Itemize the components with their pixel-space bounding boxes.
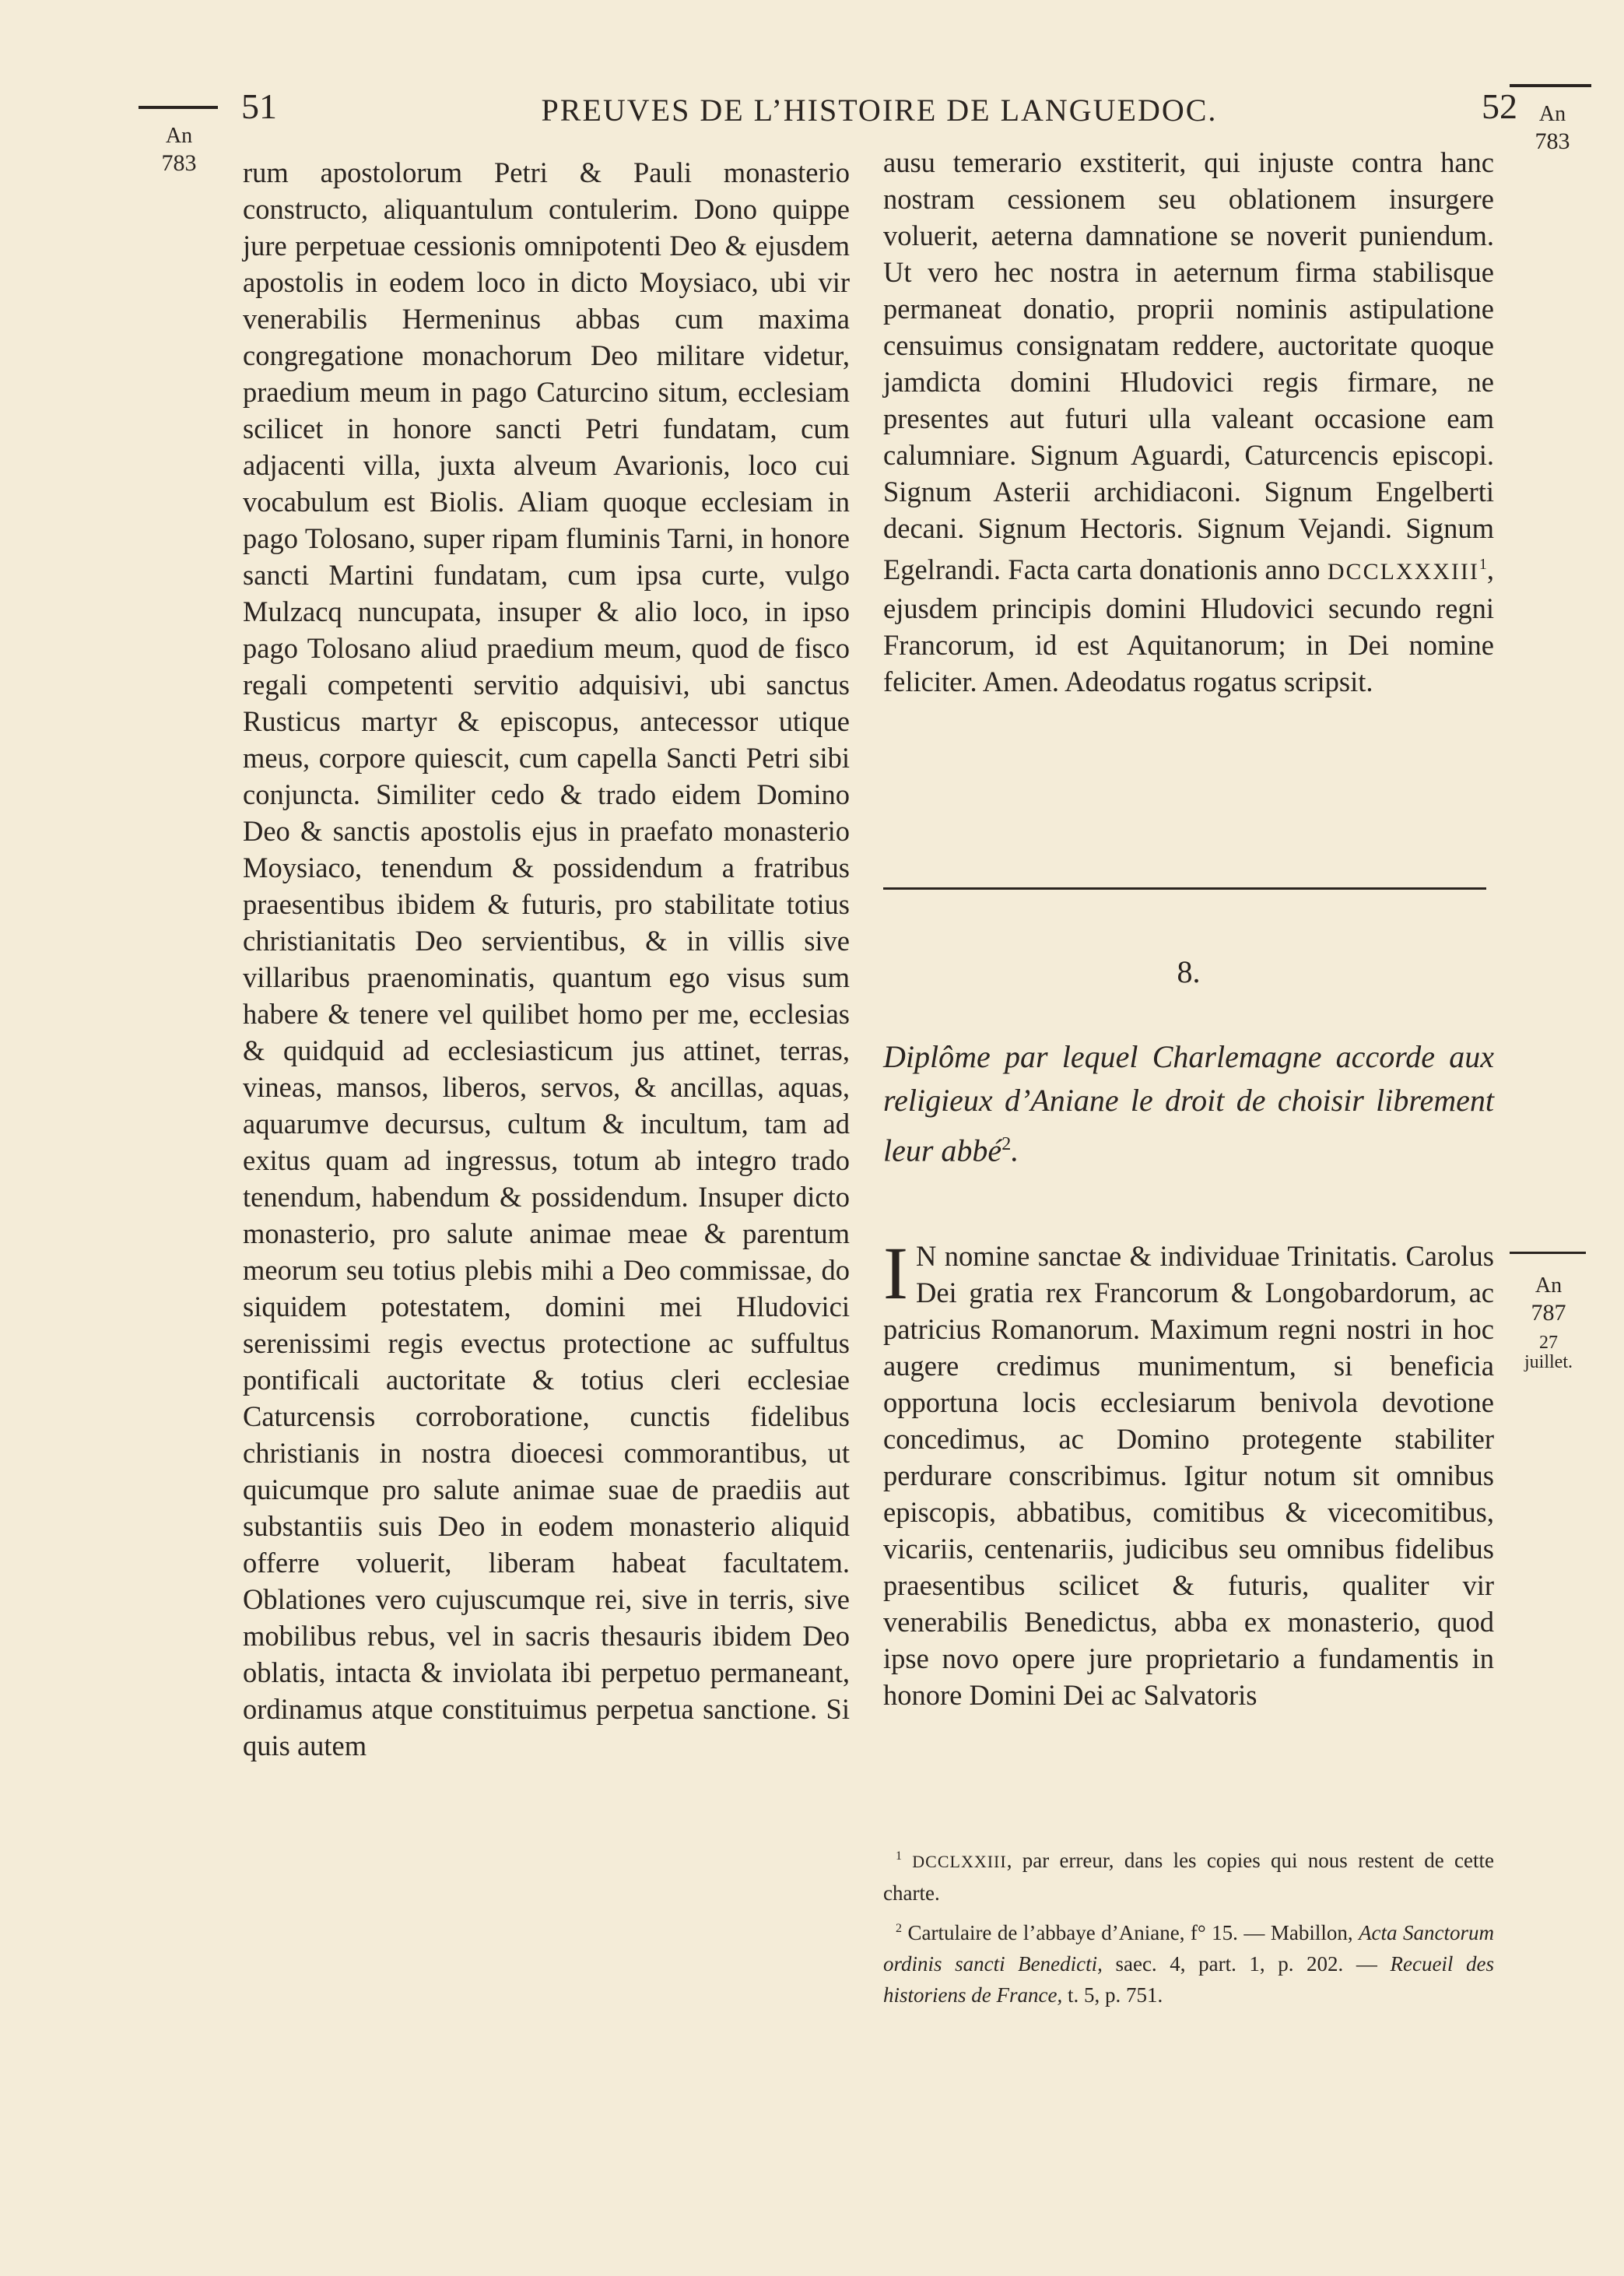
- first-word-rest: N: [915, 1240, 937, 1272]
- margin-rule-right-mid: [1510, 1252, 1586, 1254]
- section-title-text: Diplôme par lequel Charlemagne accorde aux religieux d’Aniane le droit de choisir librement leur abbé: [883, 1039, 1494, 1168]
- margin-rule-left: [139, 106, 218, 109]
- margin-year-left: [148, 123, 210, 177]
- right-column-text: [883, 144, 1494, 700]
- footnote-1-roman: DCCLXXIII: [912, 1852, 1007, 1871]
- charter-body: [883, 1231, 1494, 1713]
- right-column: [883, 144, 1494, 700]
- footnote-2-d: Recueil des historiens de France,: [883, 1952, 1495, 2007]
- section-title: [883, 1035, 1494, 1172]
- section-title-end: .: [1011, 1133, 1019, 1168]
- footnote-2-a: Cartulaire de l’abbaye d’Aniane, f° 15. — Mabillon,: [907, 1921, 1353, 1944]
- margin-year-label: An: [1538, 102, 1566, 126]
- margin-year-value: 783: [1535, 128, 1570, 154]
- left-column: [243, 154, 850, 1764]
- footnote-2-c: saec. 4, part. 1, p. 202. —: [1115, 1952, 1377, 1976]
- footnotes: [883, 1841, 1494, 2015]
- footnote-2-e: t. 5, p. 751.: [1067, 1983, 1163, 2007]
- note-ref-2: 2: [1001, 1134, 1012, 1154]
- margin-year-label: An: [165, 124, 193, 148]
- note-ref-1: 1: [1478, 556, 1487, 573]
- footnote-2-b: Acta Sanctorum ordinis sancti Benedicti,: [883, 1921, 1494, 1976]
- footnote-1-mark: 1: [896, 1849, 902, 1863]
- left-column-text: rum apostolorum Petri & Pauli monasterio constructo, aliquantulum contulerim. Dono quippe jure perpetuae cessionis omnipotenti Deo & ejusdem apostolis in eodem loco in dicto Moysiaco, ubi vir venerabilis Hermeninus abbas cum maxima congregatione monachorum Deo militare videtur, praedium meum in pago Caturcino situm, ecclesiam scilicet in honore sancti Petri fundatam, cum adjacenti villa, juxta alveum Avarionis, loco cui vocabulum est Biolis. Aliam quoque ecclesiam in pago Tolosano, super ripam fluminis Tarni, in honore sancti Martini fundatam, cum ipsa curte, vulgo Mulzacq nuncupata, insuper & alio loco, in ipso pago Tolosano aliud praedium meum, quod de fisco regali competenti servitio adquisivi, ubi sanctus Rusticus martyr & episcopus, antecessor utique meus, corpore quiescit, cum capella Sancti Petri sibi conjuncta. Similiter cedo & trado eidem Domino Deo & sanctis apostolis ejus in praefato monasterio Moysiaco, tenendum & possidendum a fratribus praesentibus ibidem & futuris, pro stabilitate totius christianitatis Deo servientibus, & in villis sive villaribus praenominatis, quantum ego visus sum habere & tenere vel quilibet homo per me, ecclesias & quidquid ad ecclesiasticum jus attinet, terras, vineas, mansos, liberos, servos, & ancillas, aquas, aquarumve decursus, cultum & incultum, tam ad exitus quam ad ingressus, totum ab integro trado tenendum, habendum & possidendum. Insuper dicto monasterio, pro salute animae meae & parentum meorum seu totius plebis mihi a Deo commissae, do siquidem potestatem, domini mei Hludovici serenissimi regis evectus protectione ac suffultus pontificali auctoritate & totius cleri ecclesiae Caturcensis corroboratione, cunctis fidelibus christianis in nostra dioecesi commorantibus, ut quicumque pro salute animae suae de praediis aut substantiis suis Deo in eodem monasterio aliquid offerre voluerit, liberam habeat facultatem. Oblationes vero cujuscumque rei, sive in terris, sive mobilibus rebus, vel in sacris thesauris ibidem Deo oblatis, intacta & inviolata ibi perpetuo permaneant, ordinamus atque constituimus perpetua sanctione. Si quis autem: [243, 156, 850, 1761]
- footnote-2-mark: 2: [896, 1922, 902, 1935]
- margin-month: juillet.: [1524, 1351, 1573, 1372]
- margin-year-value: 783: [161, 149, 197, 176]
- margin-year-label: An: [1535, 1273, 1563, 1298]
- footnote-1-text: , par erreur, dans les copies qui nous restent de cette charte.: [883, 1849, 1495, 1905]
- margin-year-right-mid: [1514, 1273, 1584, 1372]
- dropcap: I: [883, 1231, 908, 1315]
- charter-text: [883, 1231, 1494, 1713]
- date-roman: DCCLXXXIII: [1327, 559, 1479, 585]
- margin-day: 27: [1539, 1332, 1558, 1353]
- page-number-right: 52: [1482, 86, 1517, 126]
- page-number-left: 51: [241, 86, 277, 126]
- margin-year-right-top: [1521, 101, 1584, 156]
- right-text-after: , ejusdem principis domini Hludovici secundo regni Francorum, id est Aquitanorum; in Dei nomine feliciter. Amen. Adeodatus rogatus scripsit.: [883, 553, 1494, 698]
- section-number: 8.: [1177, 954, 1201, 989]
- section-divider: [883, 887, 1486, 890]
- footnote-1: [883, 1841, 1494, 1909]
- footnote-2: [883, 1913, 1494, 2011]
- margin-year-value: 787: [1531, 1299, 1566, 1326]
- charter-body-text: nomine sanctae & individuae Trinitatis. Carolus Dei gratia rex Francorum & Longobardorum, ac patricius Romanorum. Maximum regni nostri in hoc augere credimus munimentum, si beneficia opportuna locis ecclesiarum benivola devotione concedimus, ac Domino protegente stabiliter perdurare conscribimus. Igitur notum sit omnibus episcopis, abbatibus, comitibus & vicecomitibus, vicariis, centenariis, judicibus seu omnibus fidelibus praesentibus scilicet & futuris, qualiter vir venerabilis Benedictus, abba ex monasterio, quod ipse novo opere jure proprietario a fundamentis in honore Domini Dei ac Salvatoris: [883, 1240, 1494, 1711]
- right-text-before: ausu temerario exstiterit, qui injuste contra hanc nostram cessionem seu oblationem insurgere voluerit, aeterna damnatione se noverit puniendum. Ut vero hec nostra in aeternum firma stabilisque permaneat donatio, proprii nominis astipulatione censuimus consignatam reddere, auctoritate quoque jamdicta domini Hludovici regis firmare, ne presentes aut futuri ulla valeant occasione eam calumniare. Signum Aguardi, Caturcencis episcopi. Signum Asterii archidiaconi. Signum Engelberti decani. Signum Hectoris. Signum Vejandi. Signum Egelrandi. Facta carta donationis anno: [883, 146, 1494, 586]
- running-title: PREUVES DE L’HISTOIRE DE LANGUEDOC.: [541, 93, 1218, 128]
- page-header: [233, 86, 1525, 132]
